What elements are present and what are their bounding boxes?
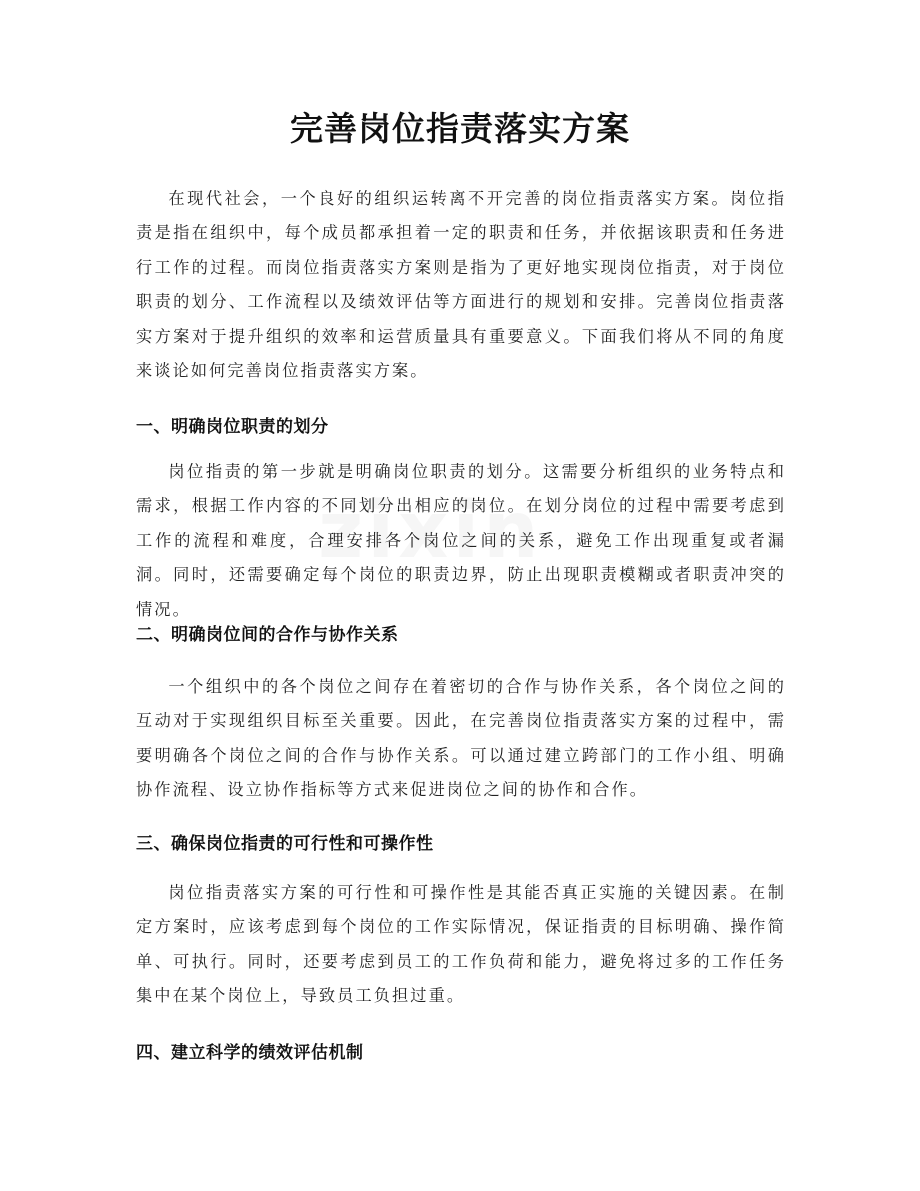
section-paragraph-1: 岗位指责的第一步就是明确岗位职责的划分。这需要分析组织的业务特点和需求，根据工作内容的不同划分出相应的岗位。在划分岗位的过程中需要考虑到工作的流程和难度，合理安排各个岗位之间的关系，避免工作出现重复或者漏洞。同时，还需要确定每个岗位的职责边界，防止出现职责模糊或者职责冲突的情况。 xyxy=(136,462,786,619)
section-paragraph-3: 岗位指责落实方案的可行性和可操作性是其能否真正实施的关键因素。在制定方案时，应该考虑到每个岗位的工作实际情况，保证指责的目标明确、操作简单、可执行。同时，还要考虑到员工的工作负荷和能力，避免将过多的工作任务集中在某个岗位上，导致员工负担过重。 xyxy=(136,883,786,1006)
document-title: 完善岗位指责落实方案 xyxy=(290,109,630,148)
intro-paragraph: 在现代社会，一个良好的组织运转离不开完善的岗位指责落实方案。岗位指责是指在组织中，每个成员都承担着一定的职责和任务，并依据该职责和任务进行工作的过程。而岗位指责落实方案则是指为了更好地实现岗位指责，对于岗位职责的划分、工作流程以及绩效评估等方面进行的规划和安排。完善岗位指责落实方案对于提升组织的效率和运营质量具有重要意义。下面我们将从不同的角度来谈论如何完善岗位指责落实方案。 xyxy=(136,189,786,381)
section-heading-3: 三、确保岗位指责的可行性和可操作性 xyxy=(136,834,434,854)
section-heading-4: 四、建立科学的绩效评估机制 xyxy=(136,1043,364,1063)
section-paragraph-2: 一个组织中的各个岗位之间存在着密切的合作与协作关系，各个岗位之间的互动对于实现组织目标至关重要。因此，在完善岗位指责落实方案的过程中，需要明确各个岗位之间的合作与协作关系。可以通过建立跨部门的工作小组、明确协作流程、设立协作指标等方式来促进岗位之间的协作和合作。 xyxy=(136,677,786,800)
section-heading-2: 二、明确岗位间的合作与协作关系 xyxy=(136,625,399,645)
section-heading-1: 一、明确岗位职责的划分 xyxy=(136,417,329,437)
